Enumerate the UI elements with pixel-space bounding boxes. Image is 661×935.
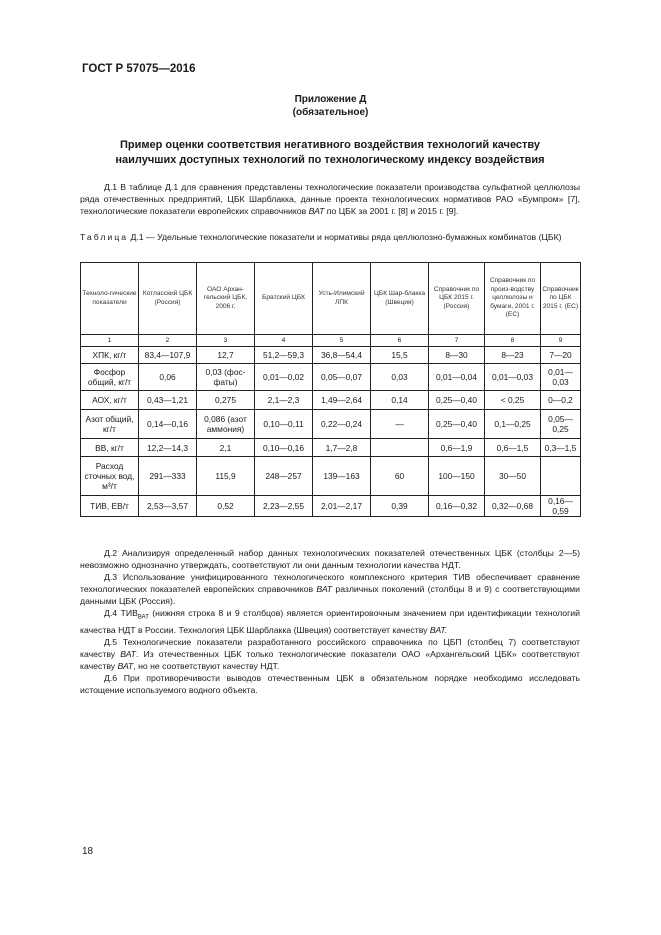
table-cell [541, 457, 581, 496]
table-cell: 0,03 [371, 364, 429, 391]
table-row [81, 347, 581, 364]
notes-section [80, 547, 580, 696]
table-cell: Усть-Илимский ЛПК [313, 263, 371, 335]
table-header-row [81, 263, 581, 335]
table-cell: 291—333 [139, 457, 197, 496]
table-cell: ОАО Архан-гельский ЦБК, 2006 г. [197, 263, 255, 335]
intro-paragraph [80, 181, 580, 217]
note-d4: Д.4 $ТИВ_{ВАТ}$ (нижняя строка 8 и 9 столбцов) является ориентировочным значением при идентификации технологий качества НДТ в России. Технология ЦБК Шарблакка (Швеция) соответствует качеству ВАТ. [80, 608, 581, 635]
table-cell: 1 [81, 335, 139, 347]
table-cell: 0,14 [371, 391, 429, 410]
table-cell: 0,05—0,07 [313, 364, 371, 391]
table-cell: 0,275 [197, 391, 255, 410]
caption-label: Таблица [80, 232, 129, 242]
table-cell: 139—163 [313, 457, 371, 496]
table-cell: 0,52 [197, 496, 255, 517]
table-cell: 0,14—0,16 [139, 410, 197, 439]
table-cell: Котласский ЦБК (Россия) [139, 263, 197, 335]
table-cell: 60 [371, 457, 429, 496]
table-cell: 0,16—0,32 [429, 496, 485, 517]
table-cell: 6 [371, 335, 429, 347]
table-cell: 36,8—54,4 [313, 347, 371, 364]
table-cell: 0,3—1,5 [541, 439, 581, 457]
table-cell: ТИВ, ЕВ/т [81, 496, 139, 517]
table-cell: 0,25—0,40 [429, 410, 485, 439]
table-cell: 2,1 [197, 439, 255, 457]
table-cell: Фосфор общий, кг/т [81, 364, 139, 391]
table-cell: 4 [255, 335, 313, 347]
table-caption [80, 231, 580, 243]
table-cell: 0,03 (фос-фаты) [197, 364, 255, 391]
table-cell: 3 [197, 335, 255, 347]
table-cell: 0,06 [139, 364, 197, 391]
table-cell: 8—30 [429, 347, 485, 364]
indicators-table [80, 262, 581, 517]
table-row [81, 496, 581, 517]
section-title-line-2: наилучших доступных технологий по технологическому индексу воздействия [115, 154, 545, 166]
section-title [80, 138, 580, 168]
table-cell: 2,01—2,17 [313, 496, 371, 517]
table-cell: 12,7 [197, 347, 255, 364]
table-cell: 0,39 [371, 496, 429, 517]
table-cell: ХПК, кг/т [81, 347, 139, 364]
page-number: 18 [82, 846, 94, 857]
table-cell: 5 [313, 335, 371, 347]
table-cell: — [371, 410, 429, 439]
appendix-subtitle: (обязательное) [292, 107, 369, 118]
appendix-title: Приложение Д [294, 94, 367, 105]
table-cell: 8—23 [485, 347, 541, 364]
table-cell: 0,01—0,03 [541, 364, 581, 391]
table-row [81, 364, 581, 391]
table-cell: 2,23—2,55 [255, 496, 313, 517]
note-d3: Д.3 Использование унифицированного технологического комплексного критерия ТИВ обеспечивает сравнение технологических показателей европейских справочников ВАТ различных поколений (столбцы 8 и 9) с соответствующими данными ЦБК (Россия). [80, 572, 580, 606]
table-cell: 0,6—1,9 [429, 439, 485, 457]
table-cell: 0,22—0,24 [313, 410, 371, 439]
table-cell: 8 [485, 335, 541, 347]
table-cell: 1,7—2,8 [313, 439, 371, 457]
table-cell: ВВ, кг/т [81, 439, 139, 457]
table-cell: 9 [541, 335, 581, 347]
table-cell: 0,1—0,25 [485, 410, 541, 439]
table-cell: 51,2—59,3 [255, 347, 313, 364]
table-cell: 1,49—2,64 [313, 391, 371, 410]
caption-text: Д.1 — Удельные технологические показатели и нормативы ряда целлюлозно-бумажных комбинатов (ЦБК) [128, 232, 562, 242]
table-row [81, 391, 581, 410]
table-cell: Справочник по ЦБК 2015 г. (Россия) [429, 263, 485, 335]
table-cell: Справочник по произ-водству целлюлозы и бумаги, 2001 г. (ЕС) [485, 263, 541, 335]
table-cell: 0,32—0,68 [485, 496, 541, 517]
table-cell: 0,16—0,59 [541, 496, 581, 517]
table-cell: 30—50 [485, 457, 541, 496]
table-cell: 0,10—0,11 [255, 410, 313, 439]
table-cell: 2,1—2,3 [255, 391, 313, 410]
table-cell: 15,5 [371, 347, 429, 364]
table-row [81, 457, 581, 496]
table-cell: 100—150 [429, 457, 485, 496]
note-d6: Д.6 При противоречивости выводов отечественным ЦБК в обязательном порядке необходимо исследовать истощение используемого водного объекта. [80, 672, 580, 695]
document-header: ГОСТ Р 57075—2016 [82, 63, 196, 75]
table-cell [371, 439, 429, 457]
table-cell: 7—20 [541, 347, 581, 364]
table-cell: 0,01—0,02 [255, 364, 313, 391]
note-d2: Д.2 Анализируя определенный набор данных технологических показателей отечественных ЦБК (столбцы 2—5) невозможно однозначно утверждать, соответствуют ли они данным технологии качества НДТ. [80, 548, 580, 570]
table-cell: Справочник по ЦБК 2015 г. (ЕС) [541, 263, 581, 335]
table-cell: Расход сточных вод, м³/т [81, 457, 139, 496]
table-cell: 0,43—1,21 [139, 391, 197, 410]
intro-bat: ВАТ [308, 206, 325, 216]
note-d5: Д.5 Технологические показатели разработанного российского справочника по ЦБП (столбец 7) соответствуют качеству ВАТ. Из отечественных ЦБК только технологические показатели ОАО «Архангельский ЦБК» соответствуют качеству ВАТ, но не соответствуют качеству НДТ. [80, 636, 580, 671]
table-cell: Техноло-гические показатели [81, 263, 139, 335]
section-title-line-1: Пример оценки соответствия негативного воздействия технологий качеству [119, 139, 541, 151]
table-row [81, 439, 581, 457]
table-cell: 0,01—0,03 [485, 364, 541, 391]
table-cell: Братский ЦБК [255, 263, 313, 335]
table-cell: 0,6—1,5 [485, 439, 541, 457]
table-cell: 248—257 [255, 457, 313, 496]
table-cell: АОХ, кг/т [81, 391, 139, 410]
table-cell: Азот общий, кг/т [81, 410, 139, 439]
table-cell: 0,05—0,25 [541, 410, 581, 439]
table-number-row [81, 335, 581, 347]
table-cell: ЦБК Шар-блакка (Швеция) [371, 263, 429, 335]
table-cell: 0,01—0,04 [429, 364, 485, 391]
table-cell: < 0,25 [485, 391, 541, 410]
table-cell: 2,53—3,57 [139, 496, 197, 517]
appendix-heading [0, 93, 661, 119]
table-cell: 0,086 (азот аммония) [197, 410, 255, 439]
table-cell: 0,25—0,40 [429, 391, 485, 410]
table-cell: 83,4—107,9 [139, 347, 197, 364]
intro-text: Д.1 В таблице Д.1 для сравнения представлены технологические показатели производства сульфатной целлюлозы ряда отечественных предприятий, ЦБК Шарблакка, данные проекта технологических нормативов РАО «Бумпром» [7], технологические показатели европейских справочников [80, 182, 580, 216]
table-cell: 12,2—14,3 [139, 439, 197, 457]
table-cell: 115,9 [197, 457, 255, 496]
intro-text-end: по ЦБК за 2001 г. [8] и 2015 г. [9]. [324, 206, 459, 216]
table-cell: 0,10—0,16 [255, 439, 313, 457]
table-cell: 7 [429, 335, 485, 347]
table-row [81, 410, 581, 439]
table-cell: 2 [139, 335, 197, 347]
table-cell: 0—0,2 [541, 391, 581, 410]
